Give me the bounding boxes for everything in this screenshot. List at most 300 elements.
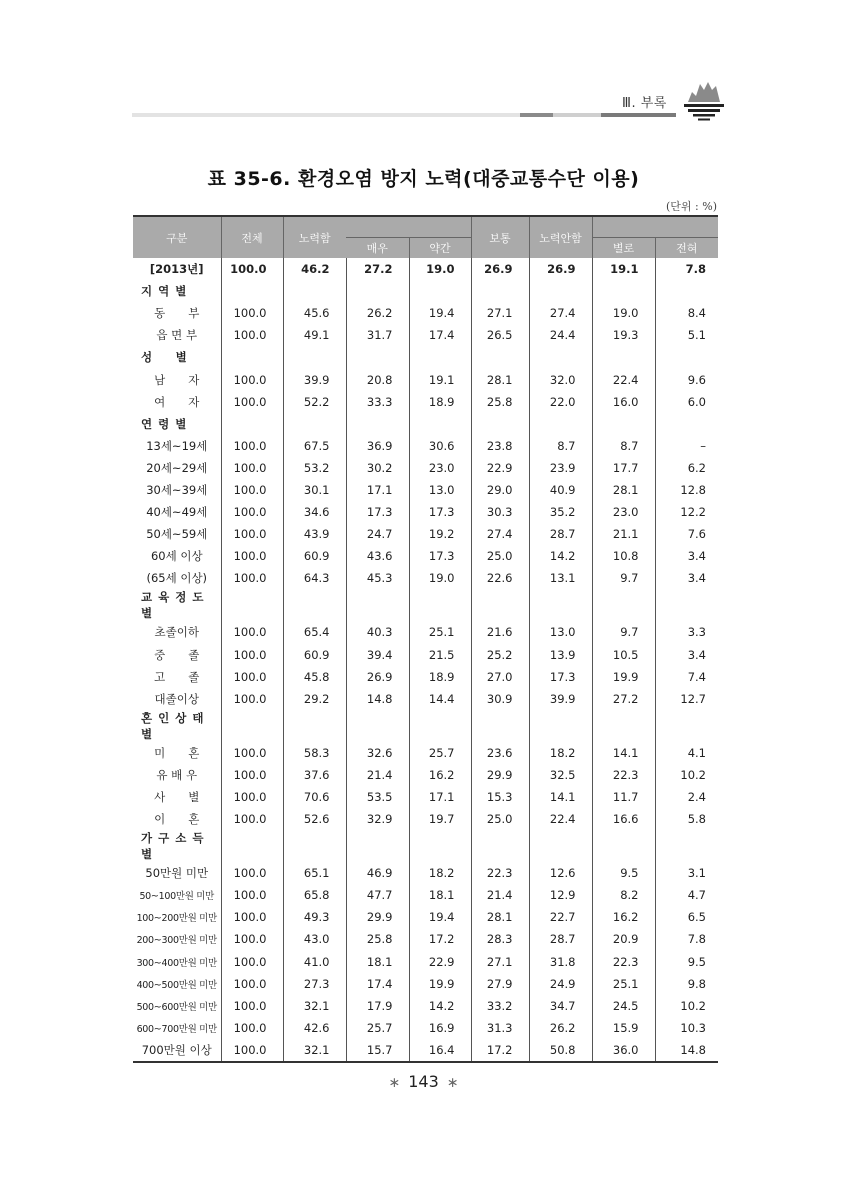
row-label: 유 배 우: [156, 767, 198, 782]
table-row: [133, 688, 718, 710]
table-cell: 20.8: [346, 368, 409, 390]
table-cell: 25.7: [409, 742, 471, 764]
table-cell: 28.3: [471, 928, 529, 950]
table-cell: 17.4: [409, 324, 471, 346]
table-cell: 28.7: [529, 523, 592, 545]
table-row: [133, 1039, 718, 1062]
table-cell: [346, 280, 409, 302]
row-label: 60세 이상: [150, 549, 203, 564]
page-footer: [0, 1072, 847, 1091]
table-row: [133, 523, 718, 545]
table-cell: 100.0: [221, 1039, 283, 1062]
table-cell: 4.7: [655, 884, 718, 906]
table-cell: 19.0: [592, 302, 655, 324]
table-cell: 49.1: [283, 324, 346, 346]
table-cell: [592, 280, 655, 302]
table-cell: 3.1: [655, 862, 718, 884]
header-somewhat: 약간: [409, 238, 471, 259]
table-cell: 30.9: [471, 688, 529, 710]
table-cell: 27.0: [471, 666, 529, 688]
unit-label: (단위 : %): [666, 200, 717, 213]
table-cell: 19.0: [409, 258, 471, 280]
table-cell: 22.3: [592, 764, 655, 786]
table-cell: [283, 413, 346, 435]
table-cell: 12.6: [529, 862, 592, 884]
row-label: 600~700만원 미만: [136, 1023, 217, 1035]
table-cell: 3.4: [655, 567, 718, 589]
table-cell: 18.1: [409, 884, 471, 906]
table-cell: 30.2: [346, 457, 409, 479]
table-cell: 27.9: [471, 973, 529, 995]
row-label: 50~100만원 미만: [139, 891, 215, 903]
table-cell: 36.9: [346, 435, 409, 457]
header-category: 구분: [133, 216, 221, 258]
table-cell: 46.2: [283, 258, 346, 280]
table-cell: 100.0: [221, 928, 283, 950]
table-cell: 41.0: [283, 951, 346, 973]
table-row: [133, 479, 718, 501]
table-cell: 17.1: [409, 786, 471, 808]
table-cell: 100.0: [221, 786, 283, 808]
table-cell: 25.7: [346, 1017, 409, 1039]
table-cell: 65.4: [283, 621, 346, 643]
table-cell: 10.5: [592, 644, 655, 666]
table-cell: 19.2: [409, 523, 471, 545]
table-cell: [529, 346, 592, 368]
table-cell: 16.0: [592, 391, 655, 413]
table-cell: 33.3: [346, 391, 409, 413]
table-cell: 13.9: [529, 644, 592, 666]
table-cell: [221, 346, 283, 368]
table-cell: 100.0: [221, 368, 283, 390]
table-cell: 20.9: [592, 928, 655, 950]
table-row: [133, 951, 718, 973]
table-cell: [221, 830, 283, 862]
table-cell: 14.1: [592, 742, 655, 764]
table-cell: 12.8: [655, 479, 718, 501]
table-cell: 19.1: [592, 258, 655, 280]
table-cell: 22.4: [529, 808, 592, 830]
table-cell: [471, 710, 529, 742]
table-cell: 70.6: [283, 786, 346, 808]
table-cell: 18.9: [409, 391, 471, 413]
table-row: [133, 302, 718, 324]
table-cell: 17.3: [409, 501, 471, 523]
table-cell: 7.4: [655, 666, 718, 688]
table-cell: 18.9: [409, 666, 471, 688]
table-cell: 26.9: [346, 666, 409, 688]
table-cell: 100.0: [221, 906, 283, 928]
group-label: 연령별: [141, 416, 193, 431]
table-cell: 60.9: [283, 545, 346, 567]
table-cell: 30.3: [471, 501, 529, 523]
table-row: [133, 764, 718, 786]
table-cell: 30.6: [409, 435, 471, 457]
table-cell: 19.1: [409, 368, 471, 390]
table-cell: 17.1: [346, 479, 409, 501]
table-cell: 39.4: [346, 644, 409, 666]
table-cell: 19.4: [409, 302, 471, 324]
table-row: [133, 621, 718, 643]
table-cell: 100.0: [221, 666, 283, 688]
table-cell: 13.0: [409, 479, 471, 501]
table-cell: 23.0: [409, 457, 471, 479]
table-cell: 9.6: [655, 368, 718, 390]
table-cell: 25.0: [471, 808, 529, 830]
table-cell: 15.3: [471, 786, 529, 808]
table-cell: 31.3: [471, 1017, 529, 1039]
table-cell: 17.7: [592, 457, 655, 479]
table-cell: 21.5: [409, 644, 471, 666]
table-cell: 43.9: [283, 523, 346, 545]
table-cell: 22.3: [592, 951, 655, 973]
table-cell: 45.6: [283, 302, 346, 324]
table-cell: [592, 413, 655, 435]
table-cell: 3.4: [655, 644, 718, 666]
table-cell: 25.0: [471, 545, 529, 567]
table-cell: [592, 346, 655, 368]
table-cell: 46.9: [346, 862, 409, 884]
table-cell: [283, 830, 346, 862]
table-title: 표 35-6. 환경오염 방지 노력(대중교통수단 이용): [207, 168, 640, 190]
table-cell: 28.1: [471, 368, 529, 390]
table-cell: 39.9: [283, 368, 346, 390]
table-cell: 65.1: [283, 862, 346, 884]
table-cell: 52.6: [283, 808, 346, 830]
table-row: [133, 1017, 718, 1039]
row-label: 미 혼: [154, 745, 200, 760]
group-row: [133, 413, 718, 435]
header-rule-segment: [553, 113, 601, 117]
table-cell: 50.8: [529, 1039, 592, 1062]
table-cell: 100.0: [221, 862, 283, 884]
group-label: 가구소득별: [141, 831, 210, 862]
table-cell: 22.3: [471, 862, 529, 884]
table-cell: 17.4: [346, 973, 409, 995]
table-cell: 29.9: [471, 764, 529, 786]
table-cell: 43.0: [283, 928, 346, 950]
group-row: [133, 346, 718, 368]
table-cell: 17.2: [471, 1039, 529, 1062]
table-row: [133, 435, 718, 457]
group-label: 지역별: [141, 284, 193, 299]
table-cell: 14.8: [346, 688, 409, 710]
table-cell: 16.4: [409, 1039, 471, 1062]
table-cell: 25.1: [409, 621, 471, 643]
table-cell: 19.9: [409, 973, 471, 995]
table-row: [133, 666, 718, 688]
mountain-sun-logo-icon: [684, 78, 724, 124]
table-cell: 25.1: [592, 973, 655, 995]
table-cell: 24.9: [529, 973, 592, 995]
table-cell: 100.0: [221, 501, 283, 523]
table-cell: 14.1: [529, 786, 592, 808]
group-row: [133, 830, 718, 862]
row-label: 초졸이하: [154, 625, 199, 640]
table-cell: 26.9: [471, 258, 529, 280]
table-cell: 23.6: [471, 742, 529, 764]
row-label: 20세~29세: [146, 460, 208, 475]
table-cell: 35.2: [529, 501, 592, 523]
row-label: 300~400만원 미만: [136, 957, 217, 969]
table-cell: 25.8: [471, 391, 529, 413]
section-label: Ⅲ. 부록: [622, 96, 667, 111]
table-cell: [346, 589, 409, 621]
table-cell: [655, 589, 718, 621]
table-cell: 65.8: [283, 884, 346, 906]
table-row: [133, 862, 718, 884]
row-label: 중 졸: [154, 647, 200, 662]
table-cell: [346, 413, 409, 435]
table-cell: [655, 710, 718, 742]
table-cell: 14.8: [655, 1039, 718, 1062]
table-cell: 22.9: [409, 951, 471, 973]
group-row: [133, 280, 718, 302]
table-cell: 32.6: [346, 742, 409, 764]
table-cell: 34.7: [529, 995, 592, 1017]
table-cell: 15.7: [346, 1039, 409, 1062]
row-label: 13세~19세: [146, 438, 208, 453]
table-cell: 18.2: [529, 742, 592, 764]
table-cell: 7.6: [655, 523, 718, 545]
table-cell: 32.5: [529, 764, 592, 786]
table-cell: [283, 710, 346, 742]
table-cell: 16.2: [409, 764, 471, 786]
group-label: 교육정도별: [141, 590, 210, 621]
header-normal: 보통: [471, 216, 529, 258]
row-label: 100~200만원 미만: [136, 913, 217, 925]
row-label: 500~600만원 미만: [136, 1001, 217, 1013]
table-cell: 12.9: [529, 884, 592, 906]
table-cell: 17.2: [409, 928, 471, 950]
row-label: (65세 이상): [146, 571, 208, 586]
table-row: [133, 906, 718, 928]
table-cell: 100.0: [221, 644, 283, 666]
table-cell: 27.1: [471, 302, 529, 324]
table-cell: 12.2: [655, 501, 718, 523]
table-cell: 31.7: [346, 324, 409, 346]
row-label: 50만원 미만: [145, 866, 209, 881]
table-cell: 10.2: [655, 995, 718, 1017]
table-cell: 8.4: [655, 302, 718, 324]
table-cell: [655, 346, 718, 368]
table-cell: 100.0: [221, 973, 283, 995]
table-row: [133, 928, 718, 950]
table-cell: 28.7: [529, 928, 592, 950]
table-cell: 33.2: [471, 995, 529, 1017]
table-row: [133, 391, 718, 413]
table-row: [133, 457, 718, 479]
table-cell: 28.1: [471, 906, 529, 928]
table-cell: [655, 830, 718, 862]
table-cell: 19.7: [409, 808, 471, 830]
table-cell: 32.0: [529, 368, 592, 390]
table-cell: 13.1: [529, 567, 592, 589]
header-rule-segment: [601, 113, 676, 117]
table-cell: 6.5: [655, 906, 718, 928]
table-cell: 100.0: [221, 545, 283, 567]
table-cell: 100.0: [221, 523, 283, 545]
header-total: 전체: [221, 216, 283, 258]
table-cell: 14.2: [409, 995, 471, 1017]
table-cell: 22.9: [471, 457, 529, 479]
page-number: 143: [408, 1072, 439, 1091]
table-cell: 100.0: [221, 457, 283, 479]
table-cell: 39.9: [529, 688, 592, 710]
table-cell: 27.2: [346, 258, 409, 280]
table-cell: 9.8: [655, 973, 718, 995]
table-cell: 47.7: [346, 884, 409, 906]
table-cell: [471, 830, 529, 862]
table-row: [133, 545, 718, 567]
table-cell: [221, 280, 283, 302]
table-row: [133, 258, 718, 280]
data-table: [133, 215, 718, 1063]
table-cell: [283, 346, 346, 368]
table-cell: [346, 710, 409, 742]
table-cell: 27.3: [283, 973, 346, 995]
table-cell: 31.8: [529, 951, 592, 973]
table-cell: 3.4: [655, 545, 718, 567]
table-cell: 22.6: [471, 567, 529, 589]
table-cell: 5.8: [655, 808, 718, 830]
table-cell: 15.9: [592, 1017, 655, 1039]
row-label: 대졸이상: [154, 691, 199, 706]
table-cell: 23.9: [529, 457, 592, 479]
table-cell: [409, 413, 471, 435]
row-label: 남 자: [154, 372, 200, 387]
table-cell: 17.9: [346, 995, 409, 1017]
table-row: [133, 324, 718, 346]
table-cell: 8.2: [592, 884, 655, 906]
table-cell: 7.8: [655, 258, 718, 280]
table-cell: 45.8: [283, 666, 346, 688]
table-cell: 16.6: [592, 808, 655, 830]
table-row: [133, 644, 718, 666]
table-cell: 100.0: [221, 567, 283, 589]
row-label: 30세~39세: [146, 482, 208, 497]
table-row: [133, 808, 718, 830]
table-cell: 100.0: [221, 479, 283, 501]
table-cell: 18.1: [346, 951, 409, 973]
table-cell: 19.4: [409, 906, 471, 928]
table-cell: [283, 280, 346, 302]
table-cell: 40.9: [529, 479, 592, 501]
table-cell: 6.0: [655, 391, 718, 413]
table-cell: 6.2: [655, 457, 718, 479]
header-no-effort-spacer: [592, 216, 718, 238]
table-cell: 17.3: [529, 666, 592, 688]
table-cell: 26.2: [346, 302, 409, 324]
table-cell: [409, 589, 471, 621]
table-cell: [529, 710, 592, 742]
table-cell: 67.5: [283, 435, 346, 457]
table-cell: 100.0: [221, 258, 283, 280]
group-label: 혼인상태별: [141, 710, 210, 741]
table-cell: 29.9: [346, 906, 409, 928]
table-cell: 10.8: [592, 545, 655, 567]
table-cell: 25.8: [346, 928, 409, 950]
group-row: [133, 710, 718, 742]
table-cell: [221, 413, 283, 435]
table-cell: 26.2: [529, 1017, 592, 1039]
table-cell: 36.0: [592, 1039, 655, 1062]
table-cell: 30.1: [283, 479, 346, 501]
table-row: [133, 501, 718, 523]
table-cell: [346, 830, 409, 862]
star-icon: ∗: [446, 1075, 459, 1091]
table-cell: 49.3: [283, 906, 346, 928]
table-cell: [409, 710, 471, 742]
table-cell: 53.2: [283, 457, 346, 479]
header-not-much: 별로: [592, 238, 655, 259]
table-cell: [409, 346, 471, 368]
table-cell: 21.4: [346, 764, 409, 786]
row-label: 400~500만원 미만: [136, 979, 217, 991]
row-label: 사 별: [154, 790, 200, 805]
table-cell: 8.7: [592, 435, 655, 457]
table-cell: 9.5: [655, 951, 718, 973]
table-cell: 100.0: [221, 1017, 283, 1039]
table-cell: 28.1: [592, 479, 655, 501]
table-cell: 24.7: [346, 523, 409, 545]
table-cell: 27.2: [592, 688, 655, 710]
table-cell: 52.2: [283, 391, 346, 413]
table-cell: 7.8: [655, 928, 718, 950]
table-cell: 100.0: [221, 995, 283, 1017]
table-cell: 8.7: [529, 435, 592, 457]
table-row: [133, 973, 718, 995]
table-cell: 29.2: [283, 688, 346, 710]
table-cell: 100.0: [221, 621, 283, 643]
table-cell: 14.4: [409, 688, 471, 710]
header-rule-segment: [132, 113, 520, 117]
row-label: 여 자: [154, 394, 200, 409]
row-label: [2013년]: [149, 262, 204, 277]
table-cell: 19.3: [592, 324, 655, 346]
table-cell: 5.1: [655, 324, 718, 346]
table-cell: 9.5: [592, 862, 655, 884]
table-cell: 100.0: [221, 764, 283, 786]
table-cell: 26.9: [529, 258, 592, 280]
table-row: [133, 742, 718, 764]
table-row: [133, 786, 718, 808]
group-label: 성 별: [141, 350, 193, 365]
table-cell: [592, 589, 655, 621]
table-cell: [529, 413, 592, 435]
table-cell: 27.4: [529, 302, 592, 324]
table-cell: 10.3: [655, 1017, 718, 1039]
table-cell: 60.9: [283, 644, 346, 666]
table-cell: 45.3: [346, 567, 409, 589]
row-label: 고 졸: [154, 669, 200, 684]
table-cell: 58.3: [283, 742, 346, 764]
table-cell: 43.6: [346, 545, 409, 567]
table-cell: [471, 589, 529, 621]
table-cell: [592, 710, 655, 742]
table-cell: 10.2: [655, 764, 718, 786]
table-cell: [529, 589, 592, 621]
table-cell: 100.0: [221, 391, 283, 413]
row-label: 동 부: [154, 306, 200, 321]
table-cell: 100.0: [221, 808, 283, 830]
table-cell: 100.0: [221, 435, 283, 457]
table-cell: 64.3: [283, 567, 346, 589]
header-effort-spacer: [346, 216, 471, 238]
table-cell: [529, 830, 592, 862]
table-row: [133, 567, 718, 589]
table-cell: 21.4: [471, 884, 529, 906]
